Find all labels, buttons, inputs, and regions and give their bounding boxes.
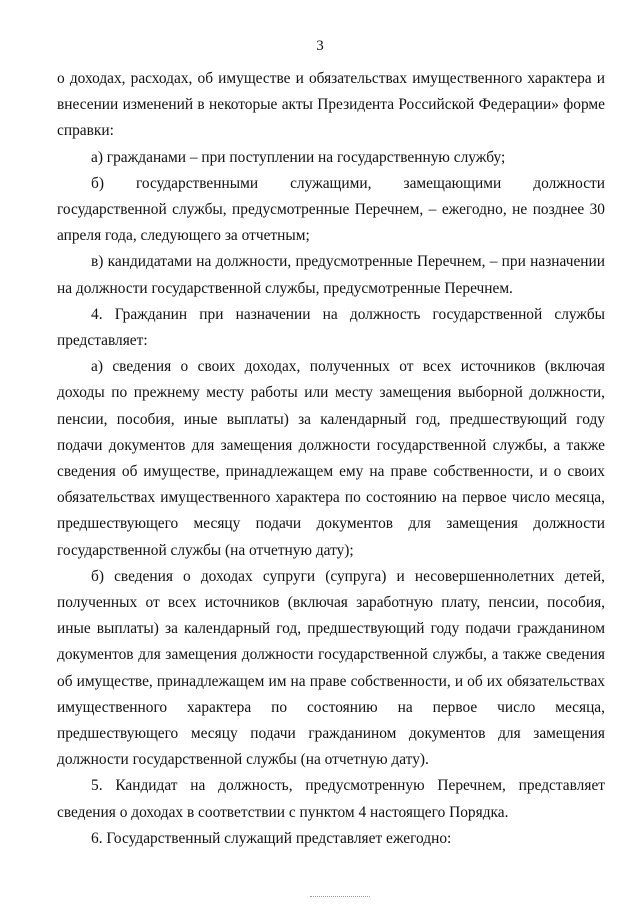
page-number: 3 bbox=[316, 38, 324, 54]
scan-artifact bbox=[310, 896, 370, 900]
paragraph-item-a: а) гражданами – при поступлении на государственную службу; bbox=[91, 148, 506, 166]
paragraph-section-4: 4. Гражданин при назначении на должность государственной службы представляет: bbox=[57, 305, 605, 350]
paragraph-section-4-item-a: а) сведения о своих доходах, полученных от всех источников (включая доходы по прежнему месту работы или месту замещения выборной должности, пенсии, пособия, иные выплаты) за календарный год, предшествующий году подачи документов для замещения должности государственной службы, а также сведения об имуществе, принадлежащем ему на праве собственности, и о своих обязательствах имущественного характера по состоянию на первое число месяца, предшествующего месяцу подачи документов для замещения должности государственной службы (на отчетную дату); bbox=[57, 358, 605, 559]
paragraph-section-4-item-b: б) сведения о доходах супруги (супруга) и несовершеннолетних детей, полученных от всех источников (включая заработную плату, пенсии, пособия, иные выплаты) за календарный год, предшествующий году подачи гражданином документов для замещения должности государственной службы, а также сведения об имуществе, принадлежащем им на праве собственности, и об их обязательствах имущественного характера по состоянию на первое число месяца, предшествующего месяцу подачи гражданином документов для замещения должности государственной службы (на отчетную дату). bbox=[57, 567, 605, 769]
paragraph-item-v: в) кандидатами на должности, предусмотренные Перечнем, – при назначении на должности государственной службы, предусмотренные Перечнем. bbox=[57, 253, 605, 297]
paragraph-continuation: о доходах, расходах, об имуществе и обязательствах имущественного характера и внесении изменений в некоторые акты Президента Российской Федерации» форме справки: bbox=[57, 70, 605, 140]
paragraph-section-5: 5. Кандидат на должность, предусмотренную Перечнем, представляет сведения о доходах в соответствии с пунктом 4 настоящего Порядка. bbox=[57, 777, 605, 821]
paragraph-section-6: 6. Государственный служащий представляет ежегодно: bbox=[91, 829, 452, 847]
document-body bbox=[57, 66, 605, 852]
paragraph-item-b: б) государственными служащими, замещающими должности государственной службы, предусмотренные Перечнем, – ежегодно, не позднее 30 апреля года, следующего за отчетным; bbox=[57, 174, 605, 245]
